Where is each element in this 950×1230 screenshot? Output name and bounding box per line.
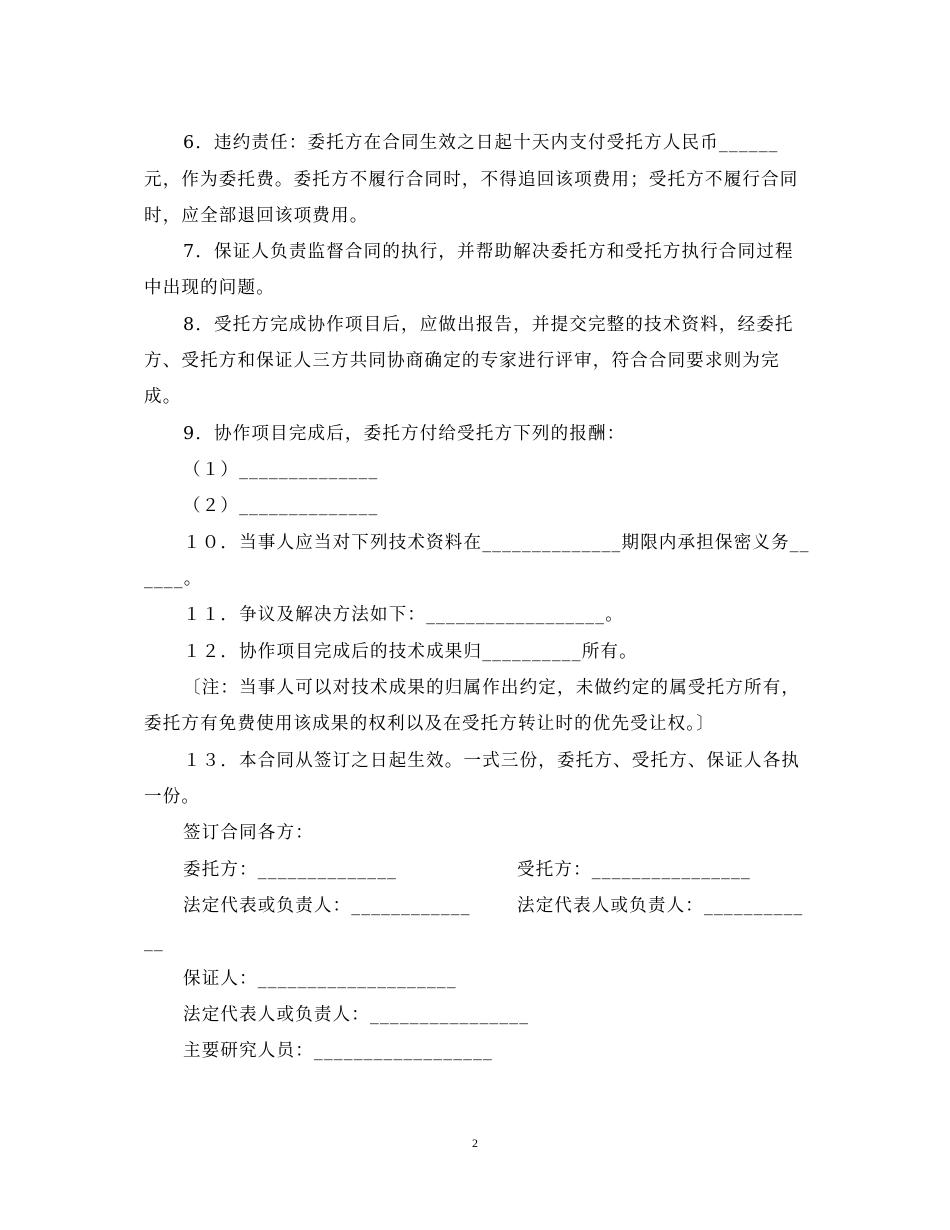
text-line: 一份。 [144, 787, 201, 807]
text-line: （２）______________ [183, 496, 379, 516]
text-line: 7．保证人负责监督合同的执行，并帮助解决委托方和受托方执行合同过程 [183, 242, 794, 262]
page-number: 2 [472, 1136, 478, 1150]
signature-line-guarantor: 保证人：____________________ [183, 969, 457, 989]
signature-line-contractor: 受托方：________________ [517, 860, 751, 880]
text-line: ____。 [144, 569, 203, 589]
text-line: 方、受托方和保证人三方共同协商确定的专家进行评审，符合合同要求则为完 [144, 351, 780, 371]
text-line: 中出现的问题。 [144, 278, 275, 298]
text-line: （１）______________ [183, 460, 379, 480]
text-line: 委托方有免费使用该成果的权利以及在受托方转让时的优先受让权。〕 [144, 714, 715, 734]
text-line: 时，应全部退回该项费用。 [144, 206, 369, 226]
signature-line-guarantor-rep: 法定代表人或负责人：________________ [183, 1005, 530, 1025]
text-line: __ [144, 932, 164, 952]
text-line: １０．当事人应当对下列技术资料在______________期限内承担保密义务__ [183, 533, 810, 553]
text-line: １２．协作项目完成后的技术成果归__________所有。 [183, 642, 638, 662]
text-line: 8．受托方完成协作项目后，应做出报告，并提交完整的技术资料，经委托 [183, 315, 794, 335]
text-line: 成。 [144, 387, 182, 407]
signature-line-client-rep: 法定代表或负责人：____________ [183, 896, 471, 916]
text-line: 6．违约责任：委托方在合同生效之日起十天内支付受托方人民币______ [183, 133, 779, 153]
text-line: １１．争议及解决方法如下：__________________。 [183, 605, 624, 625]
text-line: １３．本合同从签订之日起生效。一式三份，委托方、受托方、保证人各执 [183, 751, 801, 771]
text-line: 〔注：当事人可以对技术成果的归属作出约定，未做约定的属受托方所有， [183, 678, 801, 698]
signature-line-researchers: 主要研究人员：__________________ [183, 1041, 493, 1061]
text-line: 元，作为委托费。委托方不履行合同时，不得追回该项费用；受托方不履行合同 [144, 170, 799, 190]
text-line: 9．协作项目完成后，委托方付给受托方下列的报酬： [183, 424, 626, 444]
signature-line-contractor-rep: 法定代表人或负责人：__________ [517, 896, 804, 916]
text-line: 签订合同各方： [183, 823, 314, 843]
signature-line-client: 委托方：______________ [183, 860, 398, 880]
